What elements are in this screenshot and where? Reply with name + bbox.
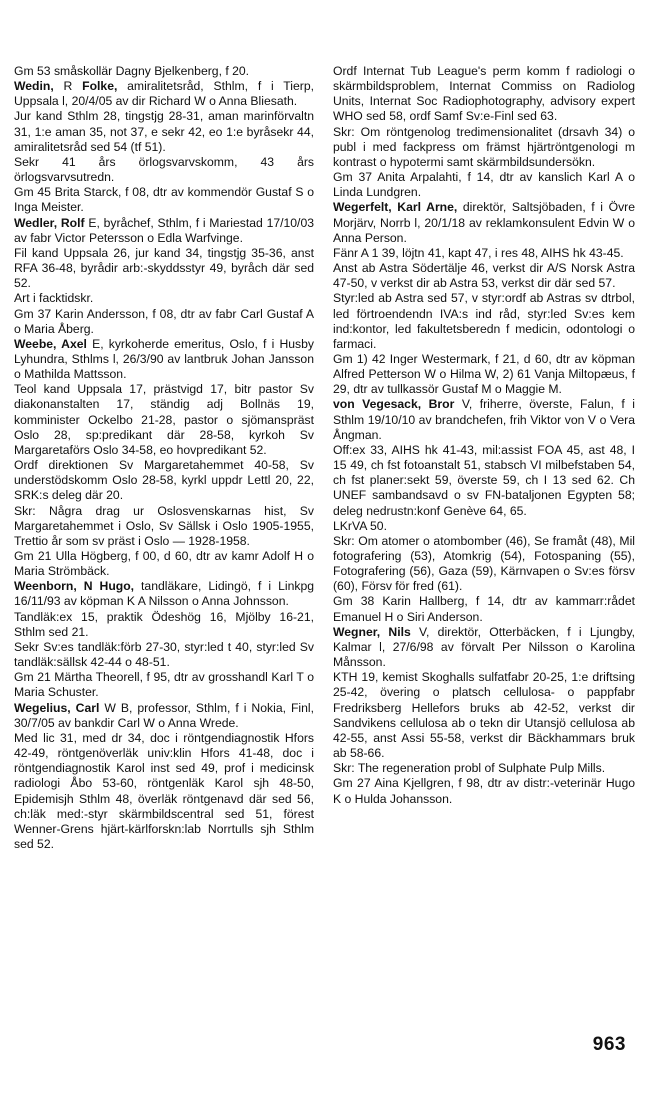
biography-entry-wegelius (14, 701, 314, 731)
right-column (333, 64, 635, 807)
biography-entry-wegerfelt (333, 200, 635, 245)
entry-line: LKrVA 50. (333, 518, 387, 533)
left-column (14, 64, 314, 852)
entry-line: Med lic 31, med dr 34, doc i röntgendiagnostik Hfors 42-49, röntgenöverläk univ:klin Hfors 41-48, doc i röntgendiagnostik Karol inst sed 49, prof i medicinsk radiologi Åbo 53-60, röntgenläk Karol sjh 48-50, Epidemisjh Sthlm 48, överläk röntgenavd där sed 56, ch:läk med:-styr skärmbildscentral sed 51, förest Wenner-Grens hjärt-kärlforskn:lab Norrtulls sjh Sthlm sed 52. (14, 730, 314, 851)
entry-text: E, byråchef, Sthlm, f i Mariestad 17/10/03 av fabr Victor Petersson o Edla Warfvinge. (14, 215, 315, 245)
entry-forename: Folke, (82, 79, 118, 94)
biography-entry-wedler (14, 216, 314, 246)
biography-entry-weenborn (14, 579, 314, 609)
entry-name: Weenborn, N Hugo, (14, 579, 135, 594)
entry-line: Fänr A 1 39, löjtn 41, kapt 47, i res 48, AIHS hk 43-45. (333, 245, 624, 260)
biography-entry-wegner (333, 625, 635, 670)
entry-line: KTH 19, kemist Skoghalls sulfatfabr 20-25, 1:e driftsing 25-42, övering o platsch cellulosa- o pappfabr Fredriksberg Hellefors bruks ab 42-52, verkst dir Sandvikens cellulosa ab o tekn dir Utansjö cellulosa ab 42-55, anst Assi 55-58, verkst dir Bäckhammars bruk ab 58-66. (333, 670, 635, 761)
entry-name: Wegner, Nils (333, 624, 411, 639)
biography-entry-weebe (14, 337, 314, 382)
entry-initial: R (63, 79, 73, 94)
entry-line: Gm 1) 42 Inger Westermark, f 21, d 60, dtr av köpman Alfred Petterson W o Hilma W, 2) 61 Vanja Miltopæus, f 29, dtr av tullkassör Gustaf M o Maggie M. (333, 351, 635, 397)
entry-text: V, friherre, överste, Falun, f i Sthlm 19/10/10 av brandchefen, frih Viktor von V o Vera Ångman. (333, 397, 635, 442)
entry-text: amiralitetsråd, Sthlm, f i Tierp, Uppsala l, 20/4/05 av dir Richard W o Anna Bliesath. (14, 79, 314, 109)
page-number: 963 (592, 1034, 626, 1055)
entry-text: V, direktör, Otterbäcken, f i Ljungby, Kalmar l, 27/6/98 av förvalt Per Nilsson o Karolina Månsson. (333, 624, 636, 670)
entry-line: Gm 53 småskollär Dagny Bjelkenberg, f 20. (14, 64, 250, 78)
entry-line: Skr: Om atomer o atombomber (46), Se framåt (48), Mil fotografering (53), Atomkrig (54), Fotospaning (55), Fotografering (56), Gaza (59), Kärnvapen o Sv:es försv (60), Försv för fred (61). (333, 533, 635, 594)
entry-line: Tandläk:ex 15, praktik Ödeshög 16, Mjölby 16-21, Sthlm sed 21. (14, 609, 314, 639)
entry-name: Wegelius, Carl (14, 700, 100, 715)
entry-line: Art i facktidskr. (14, 291, 94, 306)
entry-line: Fil kand Uppsala 26, jur kand 34, tingstjg 35-36, anst RFA 36-48, byrådir arb:-skyddsstyr 49, byråch där sed 52. (14, 245, 314, 291)
entry-line: Sekr 41 års örlogsvarvskomm, 43 års örlogsvarvsutredn. (14, 154, 314, 185)
entry-name: Weebe, Axel (14, 336, 87, 351)
entry-text: W B, professor, Sthlm, f i Nokia, Finl, 30/7/05 av bankdir Carl W o Anna Wrede. (14, 700, 314, 730)
entry-line: Off:ex 33, AIHS hk 41-43, mil:assist FOA 45, ast 48, I 15 49, ch fst fotoanstalt 51, stabsch VI milbefstaben 54, ch fst planer:sekt 59, överste 59, ch I 13 sed 62. Ch UNEF sambandsavd o sv FN-bataljonen Egypten 58; deleg nedrustn:konf Genève 64, 65. (333, 442, 635, 518)
entry-text: direktör, Saltsjöbaden, f i Övre Morjärv, Norrb l, 20/1/18 av reklamkonsulent Edvin W o Anna Person. (333, 200, 636, 245)
entry-line: Gm 21 Ulla Högberg, f 00, d 60, dtr av kamr Adolf H o Maria Strömbäck. (14, 549, 314, 579)
entry-line: Teol kand Uppsala 17, prästvigd 17, bitr pastor Sv diakonanstalten 17, ständig adj Bollnäs 19, komminister Ockelbo 21-28, pastor o sjömanspräst Oslo 28, sp:predikant där 28-58, kyrkoh Sv Margaretaförs Oslo 34-58, eo hovpredikant 52. (14, 382, 314, 457)
biography-entry-vegesack (333, 397, 635, 442)
entry-line: Skr: Några drag ur Oslosvenskarnas hist, Sv Margaretahemmet i Oslo, Sv Sällsk i Oslo 1905-1955, Trettio år som sv präst i Oslo — 1928-1958. (14, 503, 314, 548)
entry-name: Wegerfelt, Karl Arne, (333, 200, 458, 215)
entry-name: Wedin, (14, 79, 54, 94)
entry-line: Gm 37 Anita Arpalahti, f 14, dtr av kanslich Karl A o Linda Lundgren. (333, 170, 635, 200)
entry-name: von Vegesack, Bror (333, 397, 455, 412)
entry-line: Styr:led ab Astra sed 57, v styr:ordf ab Astras sv dtrbol, led förtroendendn IVA:s ind råd, styr:led Sv:es kem ind:kontor, led fakultetsberedn f medicin, odontologi o farmaci. (333, 291, 635, 351)
entry-line: Gm 27 Aina Kjellgren, f 98, dtr av distr:-veterinär Hugo K o Hulda Johansson. (333, 776, 635, 806)
entry-line: Jur kand Sthlm 28, tingstjg 28-31, aman marinförvaltn 31, 1:e aman 35, not 37, e sekr 42, eo 1:e byråsekr 44, amiralitetsråd sed 54 (tf 51). (14, 109, 314, 154)
biography-entry-wedin (14, 79, 314, 109)
entry-line: Skr: The regeneration probl of Sulphate Pulp Mills. (333, 761, 606, 776)
entry-line: Gm 45 Brita Starck, f 08, dtr av kommendör Gustaf S o Inga Meister. (14, 185, 314, 215)
entry-line: Gm 37 Karin Andersson, f 08, dtr av fabr Carl Gustaf A o Maria Åberg. (14, 306, 314, 336)
entry-text: tandläkare, Lidingö, f i Linkpg 16/11/93 av köpman K A Nilsson o Anna Johnsson. (14, 579, 315, 609)
entry-line: Skr: Om röntgenolog tredimensionalitet (drsavh 34) o publ i med fackpress om främst hjärtröntgenologi m kontrast o hypotermi samt skärmbildsundersökn. (333, 124, 635, 169)
entry-line: Ordf Internat Tub League's perm komm f radiologi o skärmbildsproblem, Internat Commiss on Radiolog Units, Internat Soc Radiophotography, advisory expert WHO sed 58, ordf Samf Sv:e-Finl sed 63. (333, 64, 635, 124)
entry-name: Wedler, Rolf (14, 215, 85, 230)
entry-line: Gm 38 Karin Hallberg, f 14, dtr av kammarr:rådet Emanuel H o Siri Anderson. (333, 594, 635, 624)
entry-line: Sekr Sv:es tandläk:förb 27-30, styr:led t 40, styr:led Sv tandläk:sällsk 42-44 o 48-51. (14, 639, 314, 670)
entry-text: E, kyrkoherde emeritus, Oslo, f i Husby Lyhundra, Sthlms l, 26/3/90 av lantbruk Johan Jansson o Mathilda Mattsson. (14, 336, 315, 382)
entry-line: Ordf direktionen Sv Margaretahemmet 40-58, Sv understödskomm Oslo 28-58, kyrkl uppdr Lettl 20, 22, SRK:s deleg där 20. (14, 458, 314, 503)
entry-line: Gm 21 Märtha Theorell, f 95, dtr av grosshandl Karl T o Maria Schuster. (14, 670, 314, 700)
entry-line: Anst ab Astra Södertälje 46, verkst dir A/S Norsk Astra 47-50, v verkst dir ab Astra 53, verkst dir där sed 57. (333, 261, 635, 291)
